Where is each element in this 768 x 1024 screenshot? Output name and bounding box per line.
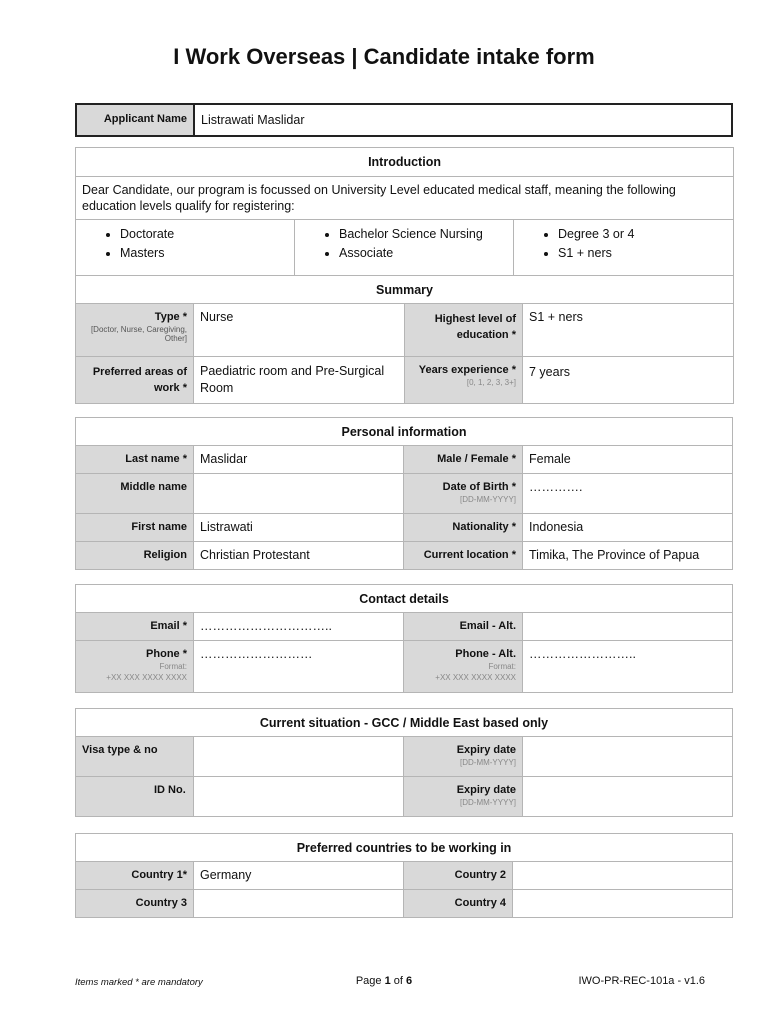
list-item: • S1 + ners xyxy=(558,244,727,263)
dob-hint: [DD-MM-YYYY] xyxy=(460,495,516,504)
expiry-hint: [DD-MM-YYYY] xyxy=(460,758,516,767)
country4-value[interactable] xyxy=(513,890,733,918)
countries-table xyxy=(75,833,733,918)
phone-alt-format-value: +XX XXX XXXX XXXX xyxy=(435,673,516,682)
applicant-name-label: Applicant Name xyxy=(76,104,194,136)
intro-summary-table xyxy=(75,147,734,404)
country3-value[interactable] xyxy=(194,890,404,918)
personal-heading: Personal information xyxy=(76,418,733,446)
expiry2-hint: [DD-MM-YYYY] xyxy=(460,798,516,807)
intro-heading: Introduction xyxy=(76,148,734,177)
email-value[interactable]: ………………………….. xyxy=(194,613,404,641)
phone-value[interactable]: ……………………… xyxy=(194,641,404,693)
intro-list-col3 xyxy=(514,220,734,276)
country2-label: Country 2 xyxy=(404,862,513,890)
visa-value[interactable] xyxy=(194,737,404,777)
phone-alt-format-label: Format: xyxy=(488,662,516,671)
areas-label: Preferred areas of work * xyxy=(76,357,194,404)
situation-heading: Current situation - GCC / Middle East based only xyxy=(76,709,733,737)
first-name-label: First name xyxy=(76,514,194,542)
email-alt-label: Email - Alt. xyxy=(404,613,523,641)
expiry2-value[interactable] xyxy=(523,777,733,817)
nationality-value[interactable]: Indonesia xyxy=(523,514,733,542)
years-hint: [0, 1, 2, 3, 3+] xyxy=(466,378,516,387)
phone-format-label: Format: xyxy=(159,662,187,671)
gender-value[interactable]: Female xyxy=(523,446,733,474)
type-value[interactable]: Nurse xyxy=(194,304,405,357)
intro-text: Dear Candidate, our program is focussed on University Level educated medical staff, meaning the following education levels qualify for registering: xyxy=(76,177,734,220)
visa-label: Visa type & no xyxy=(76,737,194,777)
phone-alt-label: Phone - Alt. Format: +XX XXX XXXX XXXX xyxy=(404,641,523,693)
middle-name-label: Middle name xyxy=(76,474,194,514)
middle-name-value[interactable] xyxy=(194,474,404,514)
first-name-value[interactable]: Listrawati xyxy=(194,514,404,542)
expiry2-label: Expiry date [DD-MM-YYYY] xyxy=(404,777,523,817)
dob-value[interactable]: …………. xyxy=(523,474,733,514)
religion-value[interactable]: Christian Protestant xyxy=(194,542,404,570)
country1-label: Country 1* xyxy=(76,862,194,890)
education-value[interactable]: S1 + ners xyxy=(523,304,734,357)
countries-heading: Preferred countries to be working in xyxy=(76,834,733,862)
country1-value[interactable]: Germany xyxy=(194,862,404,890)
mandatory-note: Items marked * are mandatory xyxy=(75,977,203,988)
list-item: • Masters xyxy=(120,244,288,263)
contact-table xyxy=(75,584,733,693)
list-item: • Degree 3 or 4 xyxy=(558,225,727,244)
list-item: • Bachelor Science Nursing xyxy=(339,225,507,244)
page-of: of xyxy=(390,975,407,987)
expiry-value[interactable] xyxy=(523,737,733,777)
expiry-label: Expiry date [DD-MM-YYYY] xyxy=(404,737,523,777)
country3-label: Country 3 xyxy=(76,890,194,918)
id-value[interactable] xyxy=(194,777,404,817)
page-prefix: Page xyxy=(355,975,385,987)
years-label: Years experience * [0, 1, 2, 3, 3+] xyxy=(405,357,523,404)
applicant-table xyxy=(75,103,733,137)
intro-list-col1 xyxy=(76,220,295,276)
years-value[interactable]: 7 years xyxy=(523,357,734,404)
dob-label: Date of Birth * [DD-MM-YYYY] xyxy=(404,474,523,514)
situation-table xyxy=(75,708,733,817)
country4-label: Country 4 xyxy=(404,890,513,918)
last-name-label: Last name * xyxy=(76,446,194,474)
religion-label: Religion xyxy=(76,542,194,570)
list-item: • Associate xyxy=(339,244,507,263)
country2-value[interactable] xyxy=(513,862,733,890)
page-number: 1 xyxy=(384,975,391,987)
page-title: I Work Overseas | Candidate intake form xyxy=(173,44,595,69)
intro-list-col2 xyxy=(295,220,514,276)
summary-heading: Summary xyxy=(76,276,734,304)
gender-label: Male / Female * xyxy=(404,446,523,474)
type-label: Type * [Doctor, Nurse, Caregiving, Other] xyxy=(76,304,194,357)
type-hint: [Doctor, Nurse, Caregiving, Other] xyxy=(90,325,187,343)
email-alt-value[interactable] xyxy=(523,613,733,641)
phone-alt-value[interactable]: …………………….. xyxy=(523,641,733,693)
id-label: ID No. xyxy=(76,777,194,817)
doc-code: IWO-PR-REC-101a - v1.6 xyxy=(578,975,705,987)
education-label: Highest level of education * xyxy=(405,304,523,357)
contact-heading: Contact details xyxy=(76,585,733,613)
page-total: 6 xyxy=(406,975,413,987)
location-value[interactable]: Timika, The Province of Papua xyxy=(523,542,733,570)
phone-format-value: +XX XXX XXXX XXXX xyxy=(106,673,187,682)
last-name-value[interactable]: Maslidar xyxy=(194,446,404,474)
phone-label: Phone * Format: +XX XXX XXXX XXXX xyxy=(76,641,194,693)
applicant-name-value[interactable]: Listrawati Maslidar xyxy=(194,104,732,136)
personal-table xyxy=(75,417,733,570)
areas-value[interactable]: Paediatric room and Pre-Surgical Room xyxy=(194,357,405,404)
nationality-label: Nationality * xyxy=(404,514,523,542)
location-label: Current location * xyxy=(404,542,523,570)
email-label: Email * xyxy=(76,613,194,641)
list-item: • Doctorate xyxy=(120,225,288,244)
